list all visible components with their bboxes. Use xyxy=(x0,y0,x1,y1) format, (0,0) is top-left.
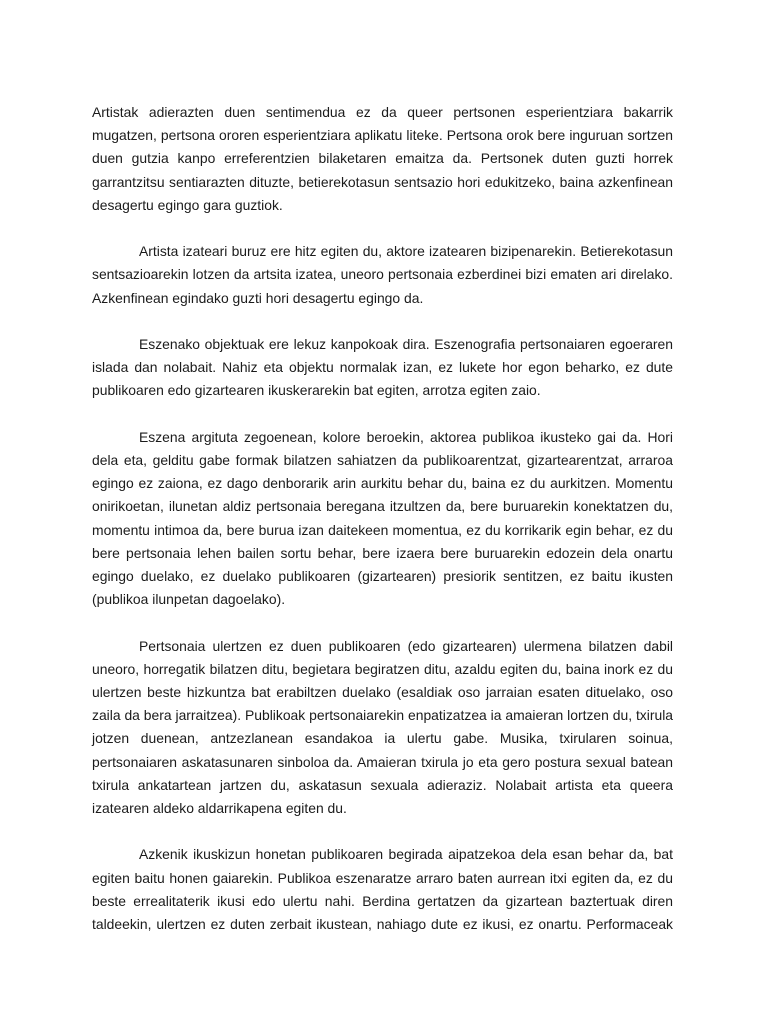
paragraph-2: Artista izateari buruz ere hitz egiten du, aktore izatearen bizipenarekin. Betierekotasun sentsazioarekin lotzen da artsita izatea, uneoro pertsonaia ezberdinei bizi ematen ari direlako. Azkenfinean egindako guzti hori desagertu egingo da. xyxy=(92,243,673,306)
paragraph-4: Eszena argituta zegoenean, kolore beroekin, aktorea publikoa ikusteko gai da. Hori dela eta, gelditu gabe formak bilatzen sahiatzen da publikoarentzat, gizartearentzat, arraroa egingo ez zaiona, ez dago denborarik arin aurkitu behar du, baina ez du aurkitzen. Momentu onirikoetan, ilunetan aldiz pertsonaia beregana itzultzen da, bere buruarekin konektatzen du, momentu intimoa da, bere burua izan daitekeen momentua, ez du korrikarik egin behar, ez du bere pertsonaia lehen bailen sortu behar, bere izaera bere buruarekin edozein dela onartu egingo duelako, ez duelako publikoaren (gizartearen) presiorik sentitzen, ez baitu ikusten (publikoa ilunpetan dagoelako). xyxy=(92,428,673,608)
paragraph-3: Eszenako objektuak ere lekuz kanpokoak dira. Eszenografia pertsonaiaren egoeraren islada dan nolabait. Nahiz eta objektu normalak izan, ez lukete hor egon beharko, ez dute publikoaren edo gizartearen ikuskerarekin bat egiten, arrotza egiten zaio. xyxy=(92,336,673,399)
paragraph-1: Artistak adierazten duen sentimendua ez da queer pertsonen esperientziara bakarrik mugatzen, pertsona ororen esperientziara aplikatu liteke. Pertsona orok bere inguruan sortzen duen gutzia kanpo erreferentzien bilaketaren emaitza da. Pertsonek duten guzti horrek garrantzitsu sentiarazten dituzte, betierekotasun sentsazio hori edukitzeko, baina azkenfinean desagertu egingo gara guztiok. xyxy=(92,104,673,213)
paragraph-6: Azkenik ikuskizun honetan publikoaren begirada aipatzekoa dela esan behar da, bat egiten baitu honen gaiarekin. Publikoa eszenaratze arraro baten aurrean itxi egiten da, ez du beste errealitaterik ikusi edo ulertu nahi. Berdina gertatzen da gizartean baztertuak diren taldeekin, ulertzen ez duten zerbait ikustean, nahiago dute ez ikusi, ez onartu. Performaceak xyxy=(92,846,673,933)
document-body xyxy=(92,101,673,936)
paragraph-5: Pertsonaia ulertzen ez duen publikoaren (edo gizartearen) ulermena bilatzen dabil uneoro, horregatik bilatzen ditu, begietara begiratzen ditu, azaldu egiten du, baina inork ez du ulertzen beste hizkuntza bat erabiltzen duelako (esaldiak oso jarraian esaten dituelako, oso zaila da bera jarraitzea). Publikoak pertsonaiarekin enpatizatzea ia amaieran lortzen du, txirula jotzen duenean, antzezlanean esandakoa ia ulertu gabe. Musika, txirularen soinua, pertsonaiaren askatasunaren sinboloa da. Amaieran txirula jo eta gero postura sexual batean txirula ankatartean jartzen du, askatasun sexuala adieraziz. Nolabait artista eta queera izatearen aldeko aldarrikapena egiten du. xyxy=(92,637,673,817)
